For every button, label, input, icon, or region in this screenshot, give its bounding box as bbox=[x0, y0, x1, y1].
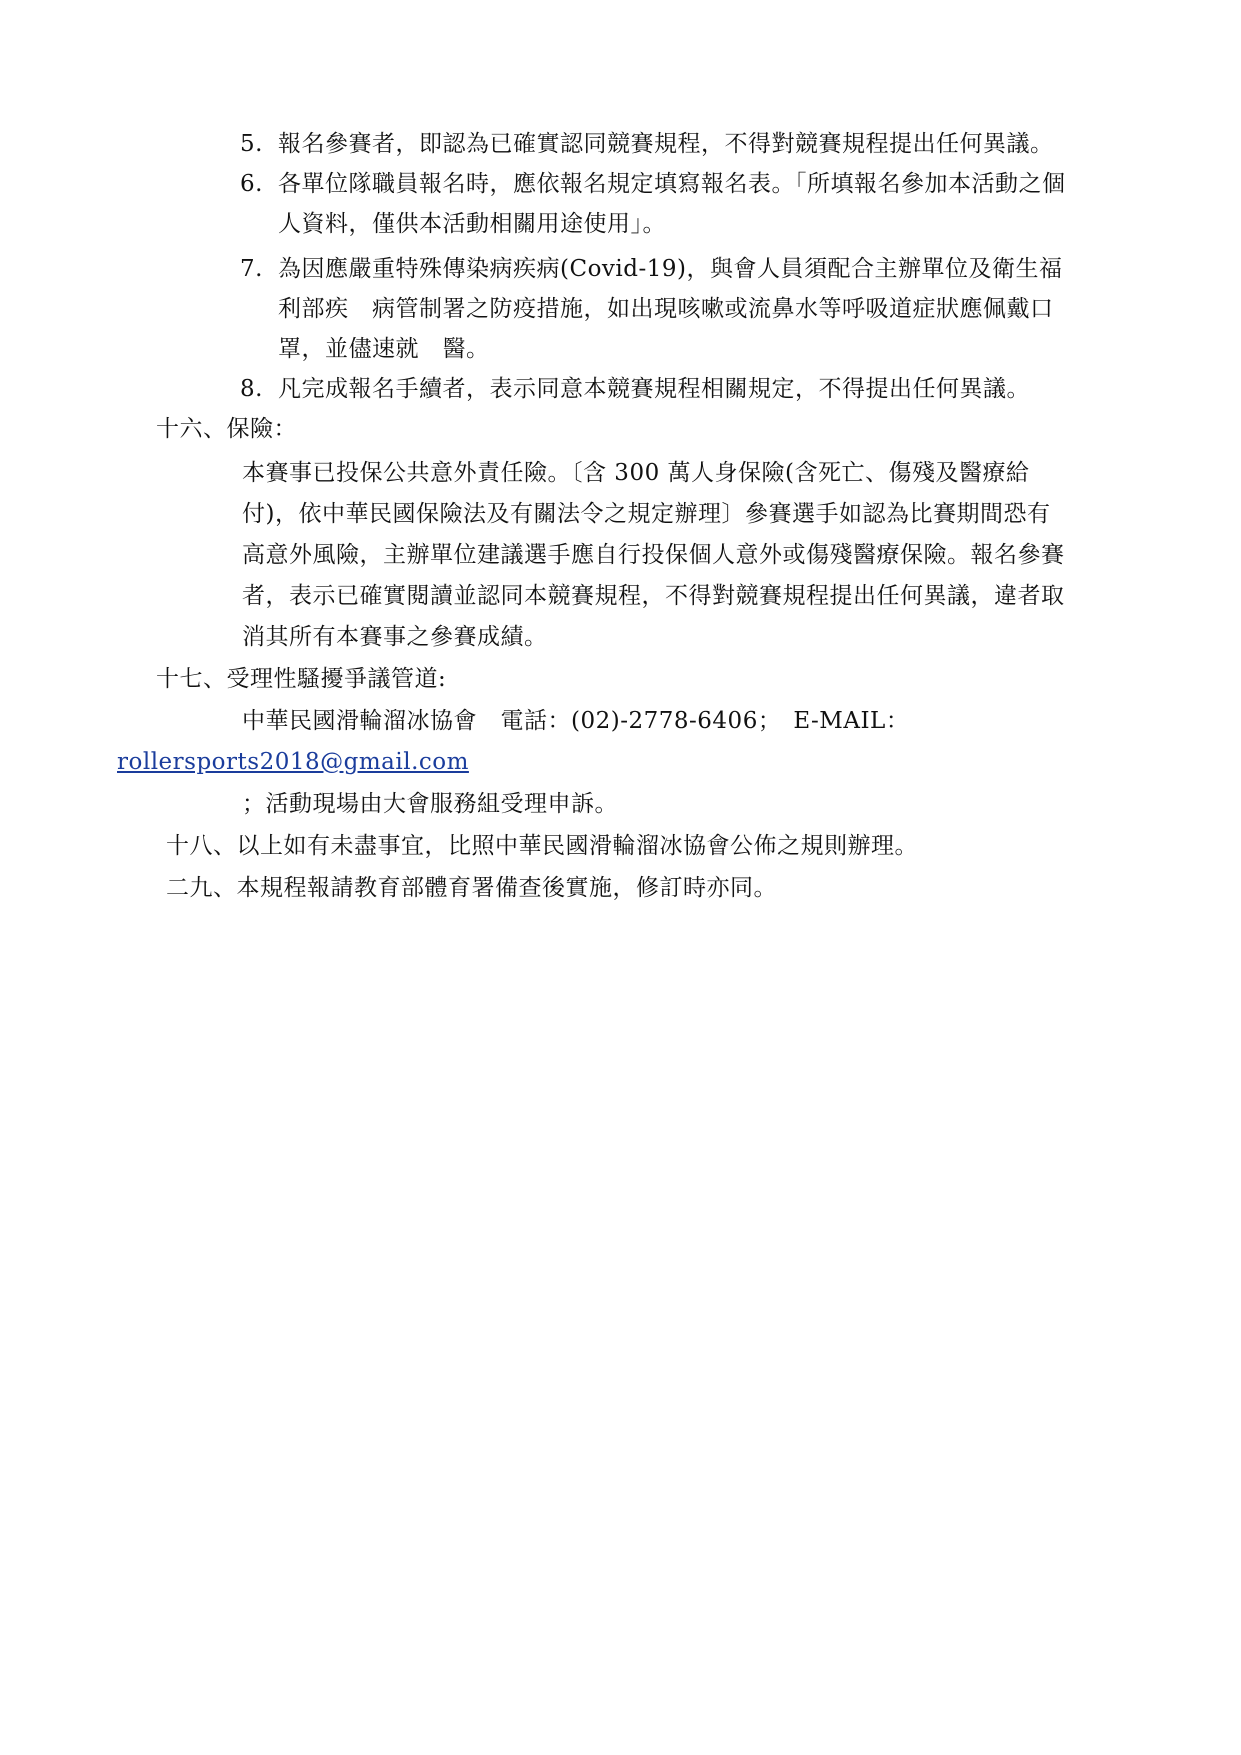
section-16-paragraph-line: 付)，依中華民國保險法及有關法令之規定辦理〕參賽選手如認為比賽期間恐有 bbox=[242, 501, 1051, 527]
list-item-7-continuation: 利部疾 病管制署之防疫措施，如出現咳嗽或流鼻水等呼吸道症狀應佩戴口 bbox=[278, 296, 1054, 322]
list-item-6-continuation: 人資料，僅供本活動相關用途使用」。 bbox=[278, 211, 666, 237]
section-16-paragraph-line: 高意外風險，主辦單位建議選手應自行投保個人意外或傷殘醫療保險。報名參賽 bbox=[242, 542, 1065, 568]
list-text: 各單位隊職員報名時，應依報名規定填寫報名表。「所填報名參加本活動之個 bbox=[278, 171, 1066, 197]
list-item-8 bbox=[240, 374, 1030, 404]
contact-info: 中華民國滑輪溜冰協會 電話：(02)-2778-6406； E-MAIL： bbox=[242, 708, 910, 734]
list-number: 6. bbox=[240, 171, 263, 197]
list-number: 8. bbox=[240, 376, 263, 402]
complaint-note: ；活動現場由大會服務組受理申訴。 bbox=[242, 791, 618, 817]
section-16-paragraph-line: 者，表示已確實閱讀並認同本競賽規程，不得對競賽規程提出任何異議，違者取 bbox=[242, 583, 1065, 609]
list-item-6 bbox=[240, 169, 1066, 199]
list-item-7 bbox=[240, 254, 1063, 284]
section-16-paragraph-line: 本賽事已投保公共意外責任險。〔含 300 萬人身保險(含死亡、傷殘及醫療給 bbox=[242, 460, 1030, 486]
list-text: 報名參賽者，即認為已確實認同競賽規程，不得對競賽規程提出任何異議。 bbox=[278, 131, 1054, 157]
list-item-5 bbox=[240, 129, 1054, 159]
section-16-paragraph-line: 消其所有本賽事之參賽成績。 bbox=[242, 624, 548, 650]
list-number: 5. bbox=[240, 131, 263, 157]
section-18: 十八、以上如有未盡事宜，比照中華民國滑輪溜冰協會公佈之規則辦理。 bbox=[166, 833, 918, 859]
list-number: 7. bbox=[240, 256, 263, 282]
list-text: 為因應嚴重特殊傳染病疾病(Covid-19)，與會人員須配合主辦單位及衛生福 bbox=[278, 256, 1063, 282]
list-item-7-continuation: 罩，並儘速就 醫。 bbox=[278, 336, 490, 362]
section-16-heading: 十六、保險： bbox=[156, 416, 297, 442]
email-link[interactable]: rollersports2018@gmail.com bbox=[117, 749, 469, 775]
list-text: 凡完成報名手續者，表示同意本競賽規程相關規定，不得提出任何異議。 bbox=[278, 376, 1030, 402]
section-19: 二九、本規程報請教育部體育署備查後實施，修訂時亦同。 bbox=[166, 875, 777, 901]
section-17-heading: 十七、受理性騷擾爭議管道: bbox=[156, 666, 447, 692]
